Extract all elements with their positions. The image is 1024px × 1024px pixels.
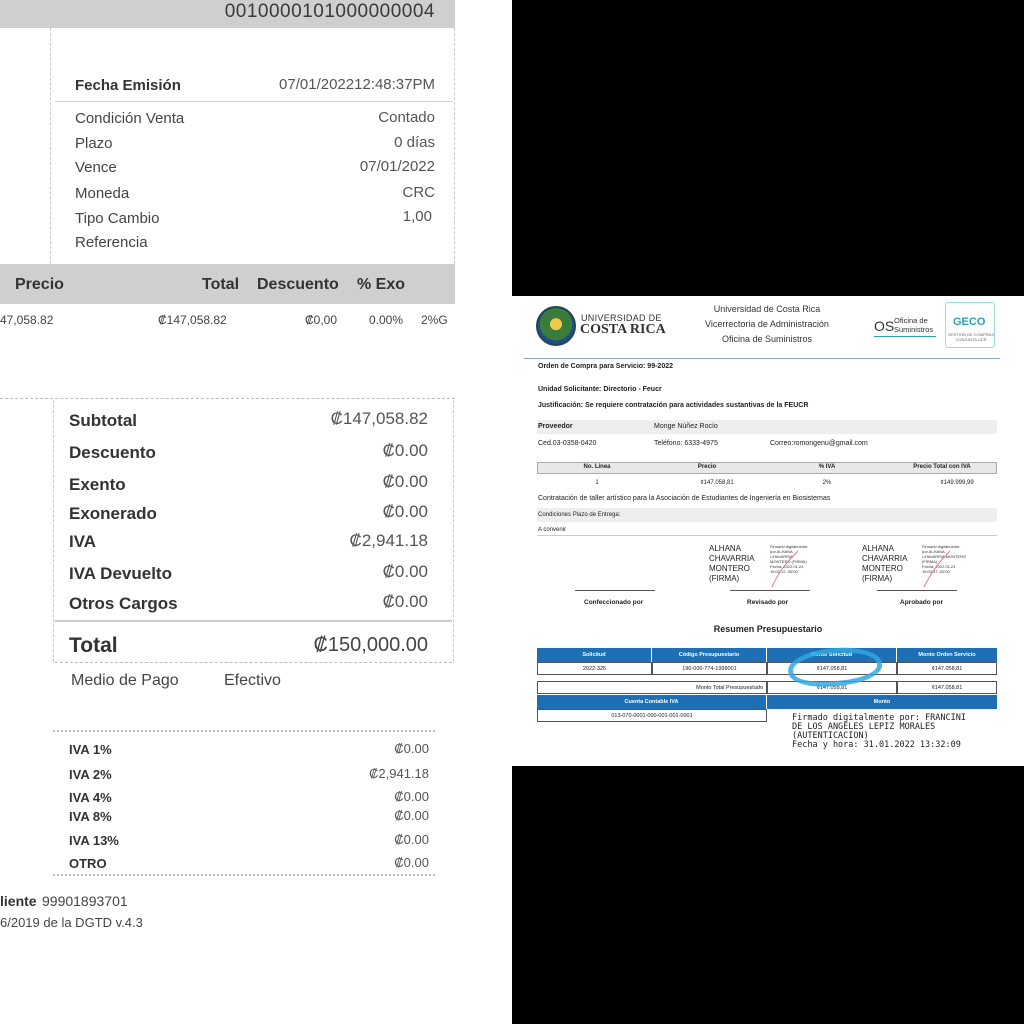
order-title: Orden de Compra para Servicio: 99-2022: [538, 363, 673, 370]
proveedor-label: Proveedor: [538, 423, 573, 430]
line-no: 1: [595, 480, 599, 486]
dgtd-footer: 6/2019 de la DGTD v.4.3: [0, 915, 143, 930]
col-descuento: Descuento: [257, 276, 339, 293]
field-label: Referencia: [75, 234, 148, 251]
total-value: ₡150,000.00: [313, 634, 428, 656]
field-label: Moneda: [75, 185, 130, 202]
purchase-order-panel: [512, 296, 1024, 766]
cliente-label: liente: [0, 893, 37, 909]
iva-8-label: IVA 8%: [69, 809, 112, 824]
budget-monto-orden: ¢147.058,81: [897, 662, 997, 675]
divider: [454, 28, 455, 264]
field-label: Tipo Cambio: [75, 210, 160, 227]
line-descuento: ₡0,00: [305, 313, 338, 327]
geco-logo: GECO: [953, 316, 986, 328]
line-precio-total: ¢149.999,99: [940, 480, 974, 486]
condiciones: Condiciones Plazo de Entrega:: [538, 512, 621, 518]
iva-1-value: ₡0.00: [394, 741, 429, 756]
field-value: CRC: [402, 184, 435, 201]
exento-label: Exento: [69, 475, 126, 494]
col-no-linea: No. Linea: [583, 464, 611, 470]
divider: [50, 28, 51, 264]
telefono: Teléfono: 6333-4975: [654, 440, 718, 447]
divider: [55, 620, 452, 622]
divider: [537, 524, 997, 536]
budget-col-solicitud: Solicitud: [537, 648, 652, 662]
otro-value: ₡0.00: [394, 855, 429, 870]
otros-cargos-label: Otros Cargos: [69, 594, 178, 613]
proveedor-value: Monge Núñez Rocío: [654, 423, 718, 430]
line-exo: 0.00%: [369, 313, 404, 327]
doc-number: 0010000101000000004: [224, 1, 435, 22]
resumen-title: Resumen Presupuestario: [713, 624, 823, 634]
field-label: Plazo: [75, 135, 113, 152]
medio-pago-value: Efectivo: [224, 672, 281, 689]
sig-line: [730, 590, 810, 591]
otro-label: OTRO: [69, 856, 107, 871]
subtotal-label: Subtotal: [69, 411, 137, 430]
budget-monto-solicitud: ¢147.058,81: [767, 662, 897, 675]
header-separator: [524, 358, 1000, 359]
otros-cargos-value: ₡0.00: [382, 592, 428, 611]
divider: [55, 101, 453, 102]
sig-caption: Aprobado por: [900, 599, 943, 606]
iva-value: ₡2,941.18: [349, 531, 428, 550]
header-line: Vicerrectoria de Administración: [705, 319, 829, 329]
budget-col-codigo: Código Presupuestario: [652, 648, 767, 662]
descuento-value: ₡0.00: [382, 441, 428, 460]
cuenta-header: Cuenta Contable IVA: [537, 695, 767, 709]
col-precio: Precio: [15, 276, 64, 293]
budget-codigo: 190-000-774-1999001: [652, 662, 767, 675]
divider: [53, 874, 435, 876]
col-iva: % IVA: [818, 464, 836, 470]
col-precio-total: Precio Total con IVA: [913, 464, 971, 470]
iva-label: IVA: [69, 532, 97, 551]
digital-signature-stamp: Firmado digitalmente por: FRANCINI DE LOS ANGELES LEPIZ MORALES (AUTENTICACION) Fecha y hora: 31.01.2022 13:32:09: [792, 713, 966, 750]
exonerado-label: Exonerado: [69, 504, 157, 523]
field-value: Contado: [378, 109, 435, 126]
signer1-name: ALHANA CHAVARRIA MONTERO (FIRMA): [709, 544, 755, 583]
unidad-solicitante: Unidad Solicitante: Directorio - Feucr: [538, 386, 662, 393]
signer2-detail: Firmado digitalmente por ALHANA CHAVARRIA MONTERO (FIRMA) Fecha: 2022.01.24 15:00:37 -06'00': [922, 544, 967, 574]
sig-caption: Revisado por: [747, 599, 789, 606]
col-total: Total: [202, 276, 240, 293]
monto-total-value: ¢147.058,81: [767, 681, 897, 694]
signer2-name: ALHANA CHAVARRIA MONTERO (FIRMA): [862, 544, 908, 583]
sig-line: [877, 590, 957, 591]
field-label: Condición Venta: [75, 110, 185, 127]
field-value: 07/01/2022: [359, 158, 435, 175]
descuento-label: Descuento: [69, 443, 156, 462]
total-label: Total: [69, 634, 118, 657]
cedula: Ced.03-0358-0420: [538, 440, 597, 447]
os-logo-underline: [874, 336, 936, 337]
iva-13-value: ₡0.00: [394, 832, 429, 847]
iva-devuelto-label: IVA Devuelto: [69, 564, 172, 583]
proveedor-band: [537, 420, 997, 434]
correo: Correo:romongenu@gmail.com: [770, 440, 868, 447]
header-line: Oficina de Suministros: [721, 334, 813, 344]
signature-stroke-icon: [770, 549, 800, 589]
monto-total-value: ¢147.058,81: [897, 681, 997, 694]
fecha-emision-value: 07/01/202212:48:37PM: [279, 76, 435, 93]
ucr-shield-icon: [536, 306, 576, 346]
line-precio: 47,058.82: [0, 313, 54, 327]
iva-2-label: IVA 2%: [69, 767, 112, 782]
col-precio: Precio: [697, 464, 717, 470]
divider: [0, 398, 455, 399]
iva-8-value: ₡0.00: [394, 808, 429, 823]
monto-total-label: Monto Total Presupuestado: [537, 681, 767, 694]
signer1-detail: Firmado digitalmente por ALHANA CHAVARRIA MONTERO (FIRMA) Fecha: 2022.01.24 15:00:12 -06'00': [770, 544, 808, 574]
ucr-logo-line1: UNIVERSIDAD DE: [581, 313, 662, 323]
monto-header: Monto: [767, 695, 997, 709]
os-logo-sub: Oficina de Suministros: [894, 316, 934, 334]
col-exo: % Exo: [357, 276, 406, 293]
iva-4-value: ₡0.00: [394, 789, 429, 804]
sig-line: [575, 590, 655, 591]
line-total: ₡147,058.82: [158, 313, 227, 327]
geco-logo-sub: GESTIÓN DE COMPRAS CONJUNTA UCR: [948, 332, 995, 342]
budget-solicitud: 2022-325: [537, 662, 652, 675]
header-line: Universidad de Costa Rica: [713, 304, 821, 314]
field-value: 0 días: [394, 134, 435, 151]
line-precio: ¢147.058,81: [700, 480, 734, 486]
justificacion: Justificación: Se requiere contratación para actividades sustantivas de la FEUCR: [538, 402, 809, 409]
iva-devuelto-value: ₡0.00: [382, 562, 428, 581]
divider: [55, 662, 452, 663]
a-convenir: A convenir: [538, 527, 567, 533]
line-tax: 2%G: [421, 313, 448, 327]
divider: [453, 400, 454, 662]
iva-13-label: IVA 13%: [69, 833, 119, 848]
iva-4-label: IVA 4%: [69, 790, 112, 805]
doc-number-bar: [0, 0, 455, 28]
iva-1-label: IVA 1%: [69, 742, 112, 757]
iva-2-value: ₡2,941.18: [369, 766, 429, 781]
field-value: 1,00: [402, 208, 432, 225]
os-logo: OS: [874, 318, 895, 334]
fecha-emision-label: Fecha Emisión: [75, 77, 181, 94]
exonerado-value: ₡0.00: [382, 502, 428, 521]
budget-col-monto-solicitud: Monto Solicitud: [767, 648, 897, 662]
budget-col-monto-orden: Monto Orden Servicio: [897, 648, 997, 662]
divider: [53, 730, 435, 732]
exento-value: ₡0.00: [382, 472, 428, 491]
field-label: Vence: [75, 159, 117, 176]
cliente-value: 99901893701: [42, 893, 128, 909]
descripcion: Contratación de taller artístico para la Asociación de Estudiantes de Ingeniería en Biosistemas: [538, 495, 831, 502]
sig-caption: Confeccionado por: [584, 599, 644, 606]
subtotal-value: ₡147,058.82: [330, 409, 428, 428]
cuenta-value: 013-070-0001-000-001-001-0001: [537, 709, 767, 722]
medio-pago-label: Medio de Pago: [71, 672, 179, 689]
signature-stroke-icon: [922, 549, 952, 589]
line-iva: 2%: [822, 480, 832, 486]
divider: [53, 400, 54, 662]
ucr-logo-line2: COSTA RICA: [580, 322, 666, 337]
